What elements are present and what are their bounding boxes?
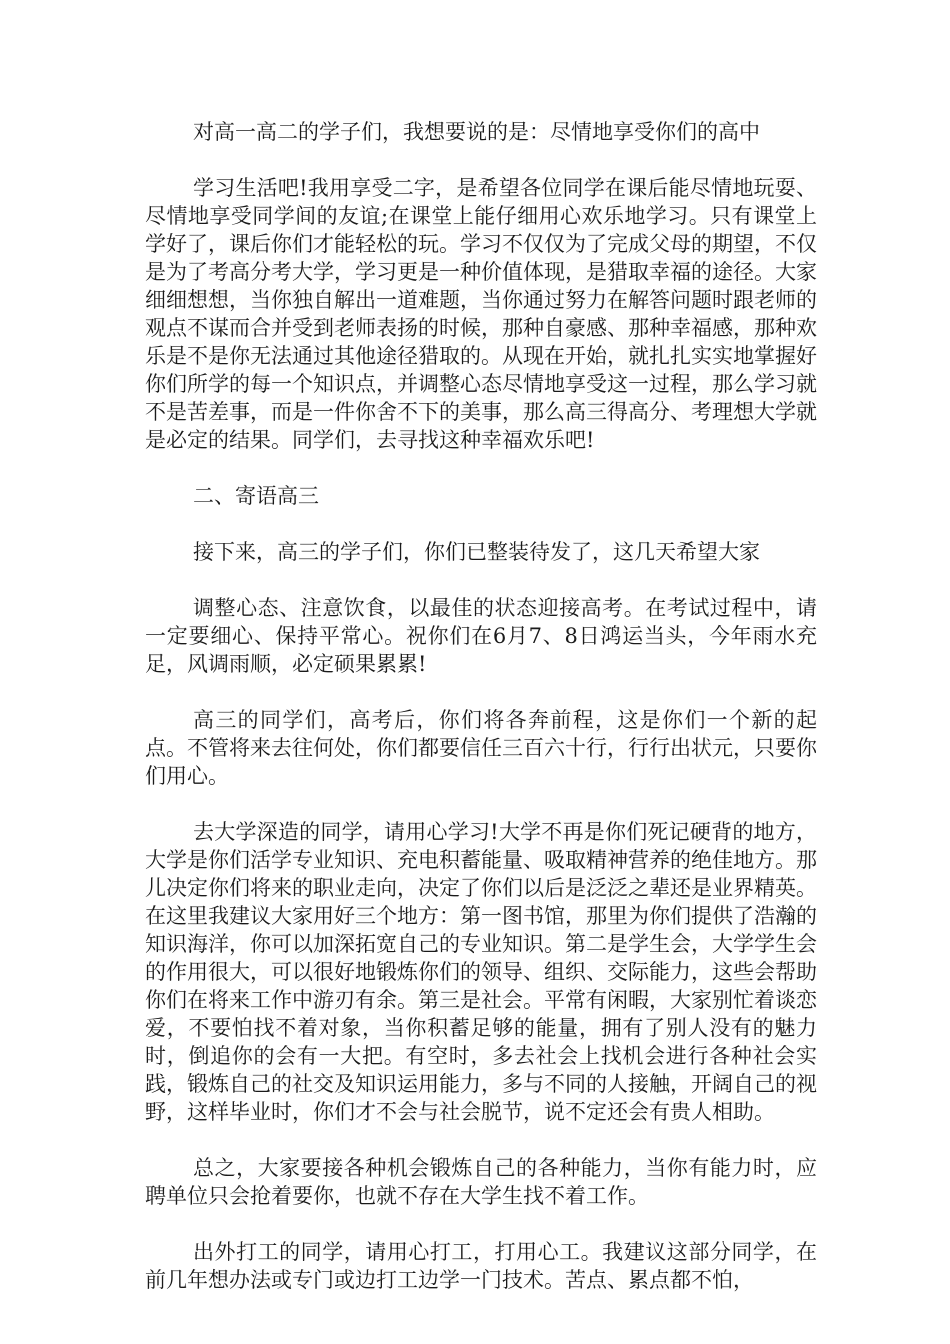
paragraph-high-one-two: 对高一高二的学子们，我想要说的是：尽情地享受你们的高中 bbox=[193, 120, 760, 144]
paragraph-senior-ready: 接下来，高三的学子们，你们已整装待发了，这几天希望大家 bbox=[193, 540, 760, 564]
paragraph-new-start: 高三的同学们，高考后，你们将各奔前程，这是你们一个新的起点。不管将来去往何处，你们都要信任三百六十行，行行出状元，只要你们用心。 bbox=[145, 708, 817, 788]
paragraph-enjoy-study: 学习生活吧!我用享受二字，是希望各位同学在课后能尽情地玩耍、尽情地享受同学间的友谊;在课堂上能仔细用心欢乐地学习。只有课堂上学好了，课后你们才能轻松的玩。学习不仅仅为了完成父母的期望，不仅是为了考高分考大学，学习更是一种价值体现，是猎取幸福的途径。大家细细想想，当你独自解出一道难题，当你通过努力在解答问题时跟老师的观点不谋而合并受到老师表扬的时候，那种自豪感、那种幸福感，那种欢乐是不是你无法通过其他途径猎取的。从现在开始，就扎扎实实地掌握好你们所学的每一个知识点，并调整心态尽情地享受这一过程，那么学习就不是苦差事，而是一件你舍不下的美事，那么高三得高分、考理想大学就是必定的结果。同学们，去寻找这种幸福欢乐吧! bbox=[145, 176, 817, 452]
paragraph-conclusion: 总之，大家要接各种机会锻炼自己的各种能力，当你有能力时，应聘单位只会抢着要你，也就不存在大学生找不着工作。 bbox=[145, 1156, 817, 1208]
paragraph-exam-wishes: 调整心态、注意饮食，以最佳的状态迎接高考。在考试过程中，请一定要细心、保持平常心。祝你们在6月7、8日鸿运当头，今年雨水充足，风调雨顺，必定硕果累累! bbox=[145, 596, 817, 676]
document-body bbox=[145, 118, 817, 1294]
section-heading-senior-three: 二、寄语高三 bbox=[193, 484, 319, 508]
paragraph-university: 去大学深造的同学，请用心学习!大学不再是你们死记硬背的地方，大学是你们活学专业知识、充电积蓄能量、吸取精神营养的绝佳地方。那儿决定你们将来的职业走向，决定了你们以后是泛泛之辈还是业界精英。在这里我建议大家用好三个地方：第一图书馆，那里为你们提供了浩瀚的知识海洋，你可以加深拓宽自己的专业知识。第二是学生会，大学学生会的作用很大，可以很好地锻炼你们的领导、组织、交际能力，这些会帮助你们在将来工作中游刃有余。第三是社会。平常有闲暇，大家别忙着谈恋爱，不要怕找不着对象，当你积蓄足够的能量，拥有了别人没有的魅力时，倒追你的会有一大把。有空时，多去社会上找机会进行各种社会实践，锻炼自己的社交及知识运用能力，多与不同的人接触，开阔自己的视野，这样毕业时，你们才不会与社会脱节，说不定还会有贵人相助。 bbox=[145, 820, 817, 1124]
paragraph-working-students: 出外打工的同学，请用心打工，打用心工。我建议这部分同学，在前几年想办法或专门或边打工边学一门技术。苦点、累点都不怕， bbox=[145, 1240, 817, 1292]
